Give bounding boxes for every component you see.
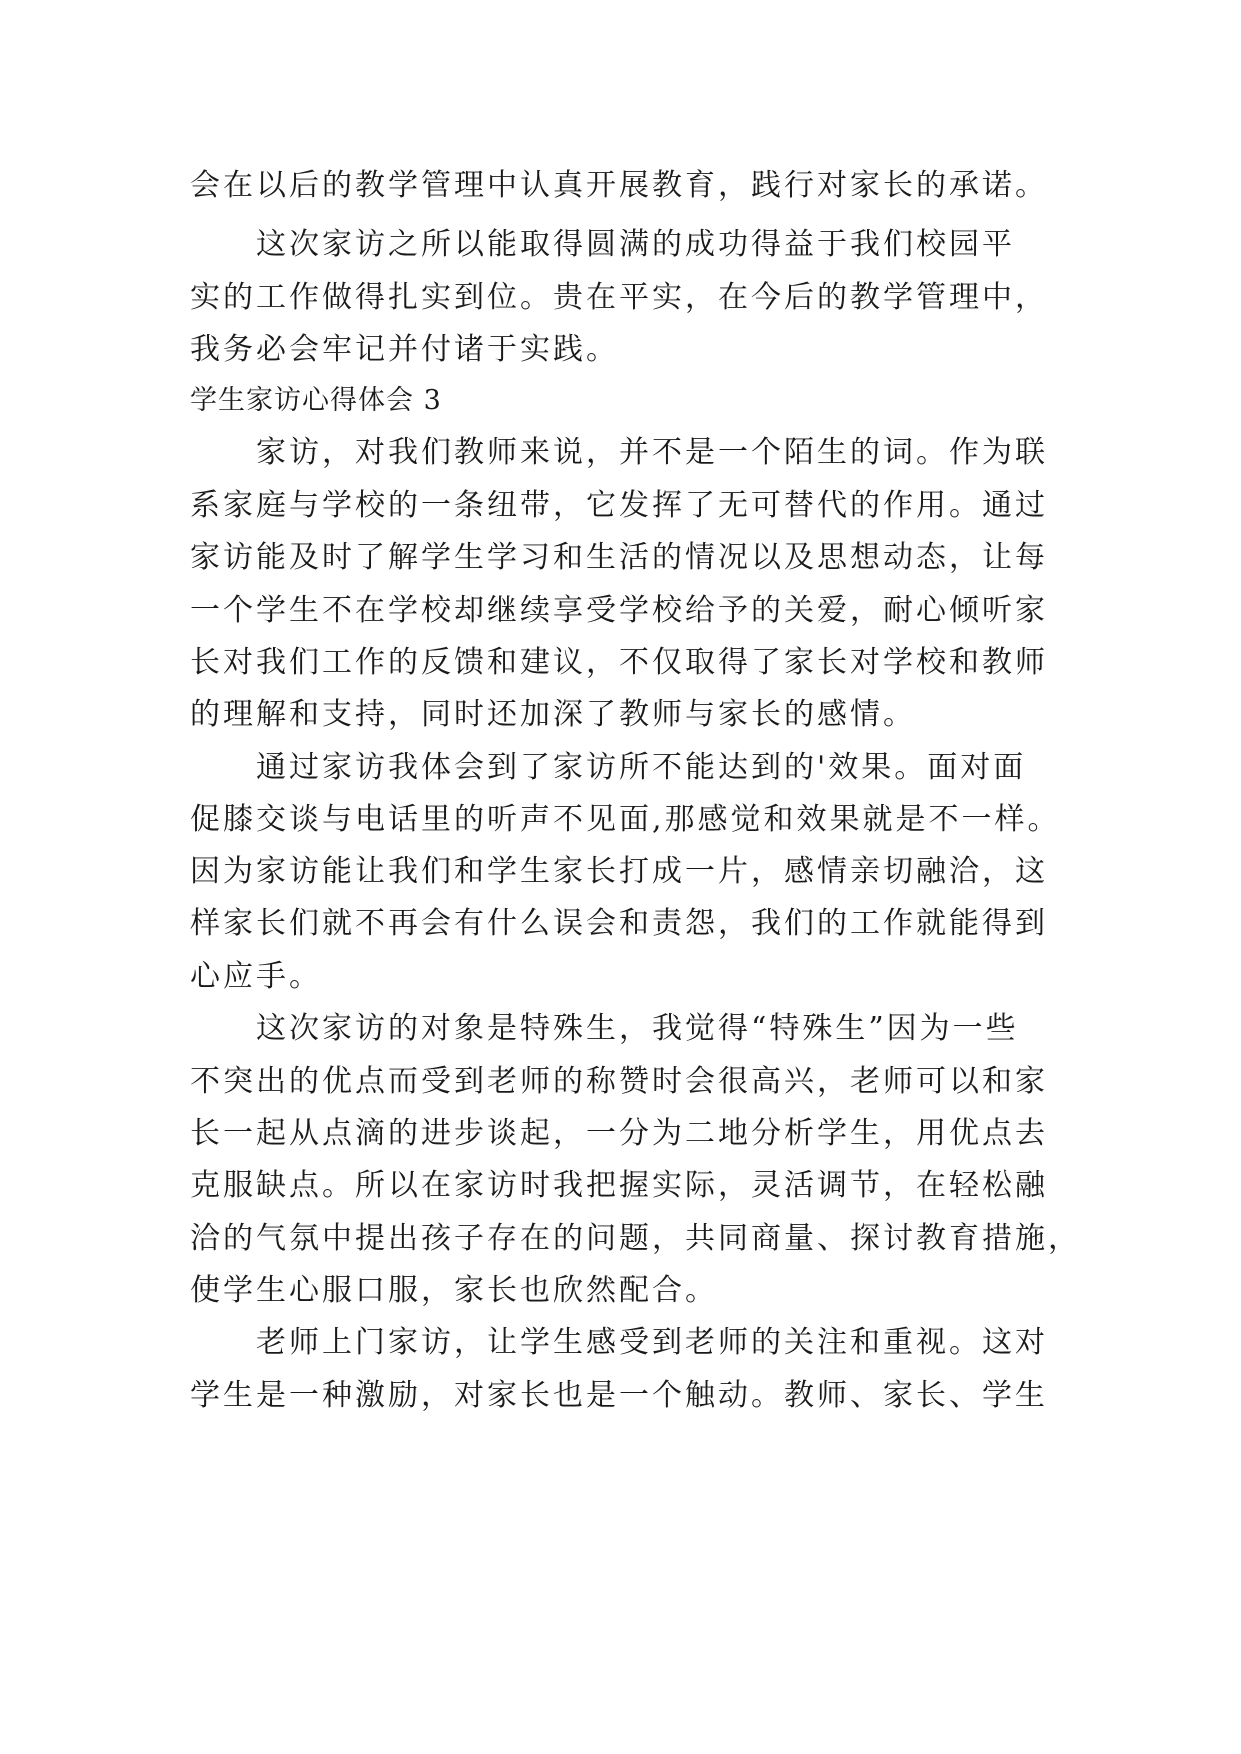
text-line: 心应手。 [190,959,322,994]
text-line: 不突出的优点而受到老师的称赞时会很高兴，老师可以和家 [190,1064,1048,1099]
text-line: 洽的气氛中提出孩子存在的问题，共同商量、探讨教育措施， [190,1221,1081,1256]
text-line: 会在以后的教学管理中认真开展教育，践行对家长的承诺。 [190,168,1048,203]
text-line: 使学生心服口服，家长也欣然配合。 [190,1273,718,1308]
text-line: 实的工作做得扎实到位。贵在平实，在今后的教学管理中， [190,280,1048,315]
paragraph-first-line: 这次家访之所以能取得圆满的成功得益于我们校园平 [256,227,1015,262]
text-line: 一个学生不在学校却继续享受学校给予的关爱，耐心倾听家 [190,593,1048,628]
text-line: 系家庭与学校的一条纽带，它发挥了无可替代的作用。通过 [190,488,1048,523]
text-line: 克服缺点。所以在家访时我把握实际，灵活调节，在轻松融 [190,1168,1048,1203]
section-heading: 学生家访心得体会 3 [190,385,442,416]
paragraph-first-line: 家访，对我们教师来说，并不是一个陌生的词。作为联 [256,435,1048,470]
text-line: 学生是一种激励，对家长也是一个触动。教师、家长、学生 [190,1378,1048,1413]
paragraph-first-line: 这次家访的对象是特殊生，我觉得“特殊生”因为一些 [256,1011,1019,1046]
paragraph-first-line: 老师上门家访，让学生感受到老师的关注和重视。这对 [256,1325,1048,1360]
text-line: 长对我们工作的反馈和建议，不仅取得了家长对学校和教师 [190,645,1048,680]
text-line: 的理解和支持，同时还加深了教师与家长的感情。 [190,697,916,732]
text-line: 促膝交谈与电话里的听声不见面,那感觉和效果就是不一样。 [190,802,1061,837]
text-line: 家访能及时了解学生学习和生活的情况以及思想动态，让每 [190,540,1048,575]
text-line: 我务必会牢记并付诸于实践。 [190,332,619,367]
paragraph-first-line: 通过家访我体会到了家访所不能达到的'效果。面对面 [256,750,1027,785]
text-line: 样家长们就不再会有什么误会和责怨，我们的工作就能得到 [190,906,1048,941]
text-line: 长一起从点滴的进步谈起，一分为二地分析学生，用优点去 [190,1116,1048,1151]
text-line: 因为家访能让我们和学生家长打成一片，感情亲切融洽，这 [190,854,1048,889]
